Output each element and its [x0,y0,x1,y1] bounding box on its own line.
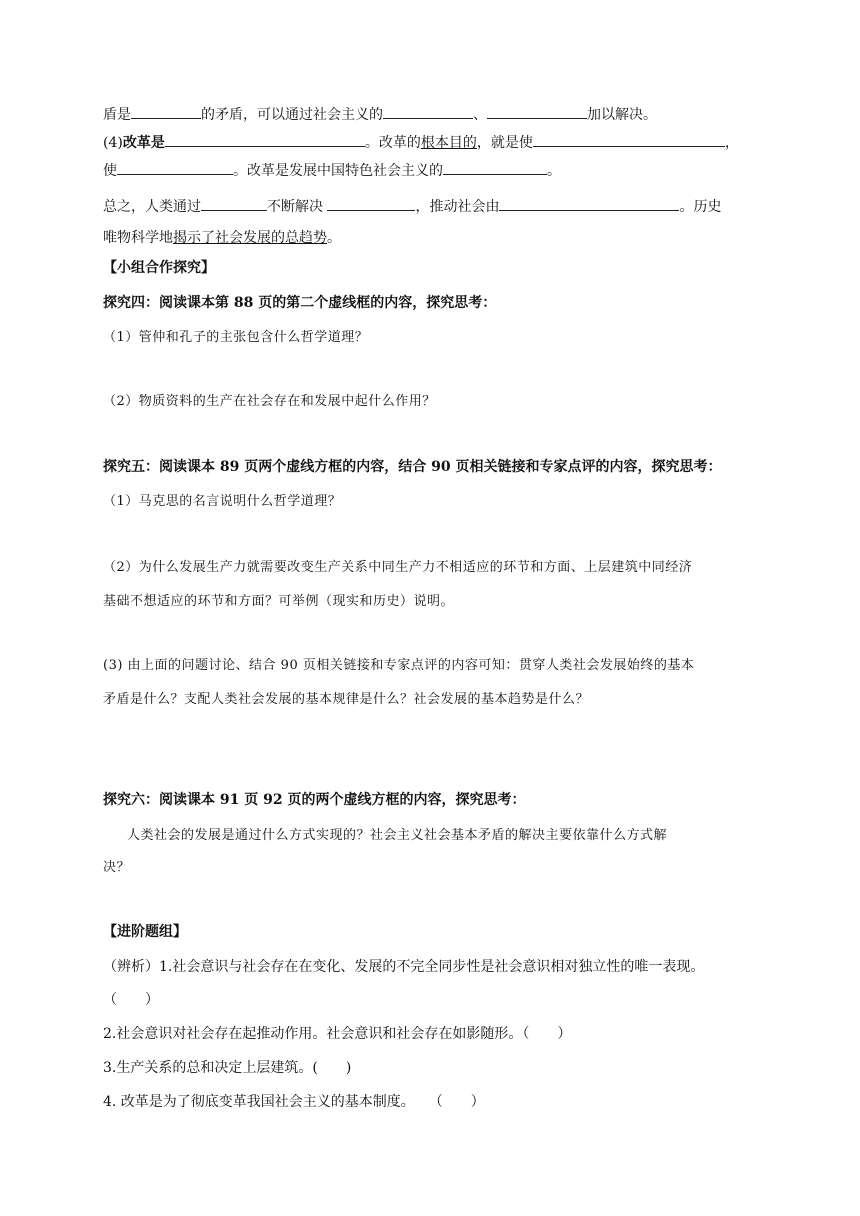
answer-blank[interactable] [443,159,547,175]
advanced-item-1-line-2: （ ） [103,992,159,1008]
underlined-term: 根本目的 [420,135,477,151]
fill-line-5 [103,228,341,248]
text-fragment: 。改革的 [364,135,421,151]
answer-blank[interactable] [201,195,267,211]
underlined-phrase: 揭示了社会发展的总趋势 [173,230,327,246]
inquiry-6-title: 探究六：阅读课本 91 页 92 页的两个虚线方框的内容，探究思考： [103,792,526,808]
text-fragment: ，就是使 [476,135,533,151]
text-fragment: ， [724,135,739,151]
inquiry-4-question-2: （2）物质资料的生产在社会存在和发展中起什么作用？ [103,394,436,409]
answer-blank[interactable] [117,159,233,175]
text-fragment: 。历史 [679,199,722,215]
advanced-item-2: 2.社会意识对社会存在起推动作用。社会意识和社会存在如影随形。（ ） [103,1026,572,1042]
advanced-item-4: 4. 改革是为了彻底变革我国社会主义的基本制度。 （ ） [103,1094,485,1110]
text-fragment: 总之，人类通过 [103,199,201,215]
answer-blank[interactable] [383,103,473,119]
inquiry-5-question-3-line-1: (3) 由上面的问题讨论、结合 90 页相关链接和专家点评的内容可知：贯穿人类社会发展始终的基本 [103,658,695,673]
inquiry-4-title: 探究四：阅读课本第 88 页的第二个虚线框的内容，探究思考： [103,295,497,311]
inquiry-4-question-1: （1）管仲和孔子的主张包含什么哲学道理？ [103,330,369,345]
section-heading-group: 【小组合作探究】 [103,260,215,276]
inquiry-5-title: 探究五：阅读课本 89 页两个虚线方框的内容，结合 90 页相关链接和专家点评的内容，探究思考： [103,459,722,475]
fill-line-3 [103,159,561,181]
text-fragment: 改革是 [122,135,165,151]
advanced-item-3: 3.生产关系的总和决定上层建筑。( ) [103,1060,352,1076]
answer-blank[interactable] [499,195,679,211]
answer-blank[interactable] [327,195,415,211]
inquiry-6-question-line-1: 人类社会的发展是通过什么方式实现的？社会主义社会基本矛盾的解决主要依靠什么方式解 [127,828,668,843]
answer-blank[interactable] [165,131,365,147]
text-fragment: 。 [547,163,561,179]
answer-blank[interactable] [131,103,201,119]
section-heading-advanced: 【进阶题组】 [103,924,187,940]
text-fragment: 的矛盾，可以通过社会主义的 [201,107,383,123]
text-fragment: 不断解决 [267,199,323,215]
answer-blank[interactable] [487,103,587,119]
text-fragment: 盾是 [103,107,131,123]
inquiry-5-question-2-line-2: 基础不想适应的环节和方面？可举例（现实和历史）说明。 [103,594,455,609]
text-fragment: 、 [473,107,487,123]
advanced-item-1-line-1: （辨析）1.社会意识与社会存在在变化、发展的不完全同步性是社会意识相对独立性的唯一表现。 [103,959,705,975]
item-number: (4) [103,135,123,151]
text-fragment: 唯物科学地 [103,230,173,246]
answer-blank[interactable] [533,131,725,147]
text-fragment: ，推动社会由 [415,199,500,215]
text-fragment: 。改革是发展中国特色社会主义的 [233,163,443,179]
inquiry-5-question-3-line-2: 矛盾是什么？支配人类社会发展的基本规律是什么？社会发展的基本趋势是什么？ [103,692,590,707]
fill-line-4 [103,195,721,217]
inquiry-6-question-line-2: 决？ [103,860,131,875]
fill-line-2 [103,131,739,153]
fill-line-1 [103,103,657,125]
inquiry-5-question-2-line-1: （2）为什么发展生产力就需要改变生产关系中同生产力不相适应的环节和方面、上层建筑中同经济 [103,560,693,575]
text-fragment: 加以解决。 [587,107,657,123]
inquiry-5-question-1: （1）马克思的名言说明什么哲学道理？ [103,494,342,509]
text-fragment: 。 [327,230,341,246]
text-fragment: 使 [103,163,117,179]
